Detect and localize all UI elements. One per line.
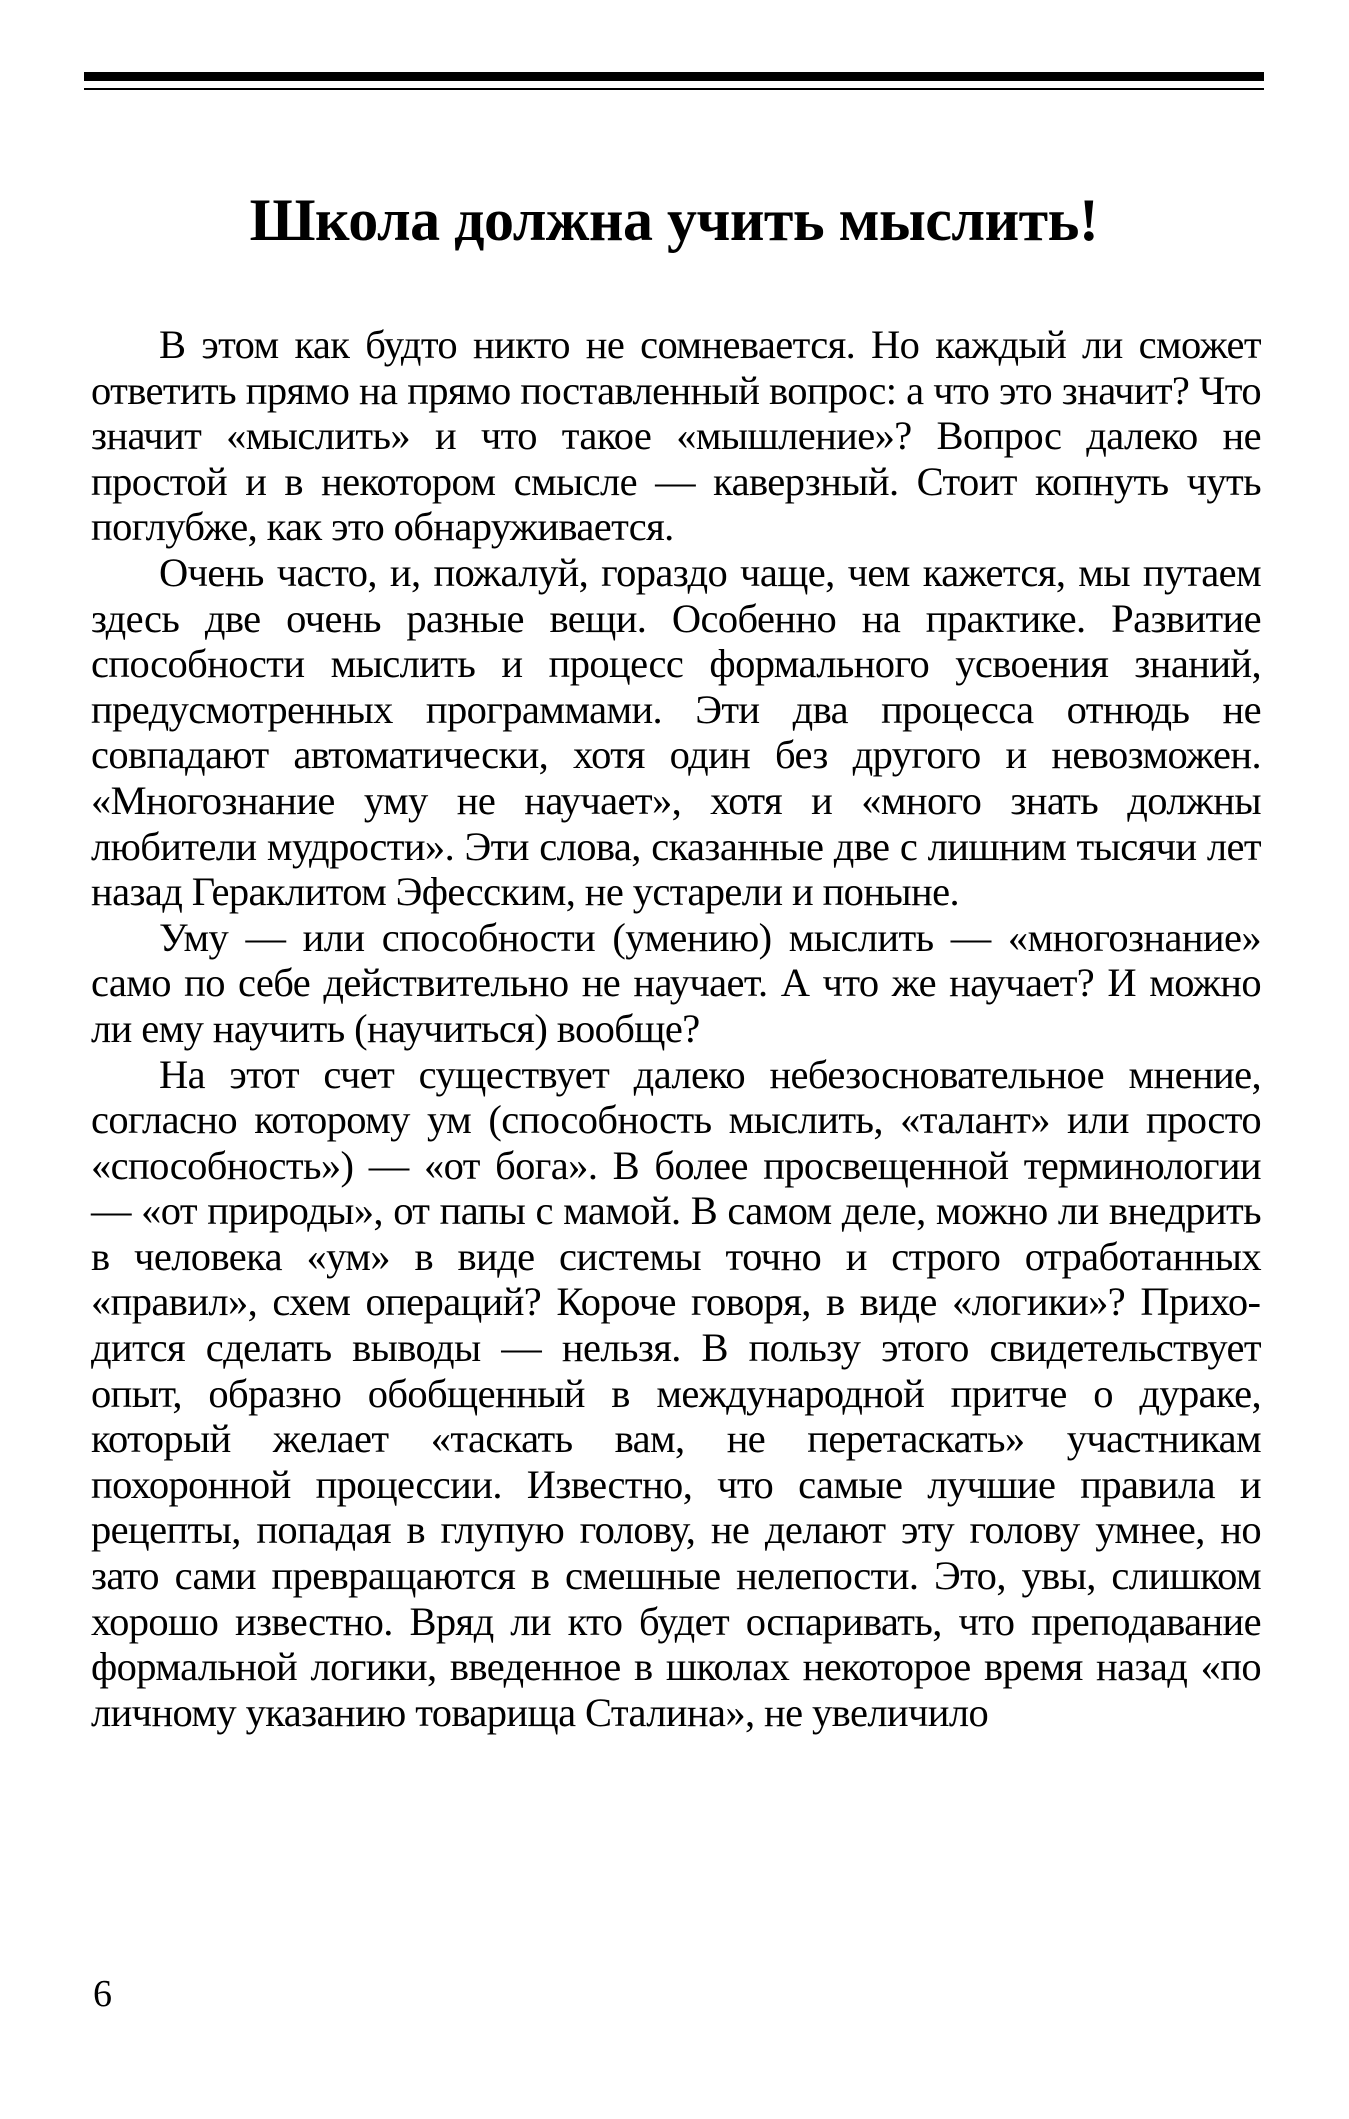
header-rule-thin — [84, 88, 1264, 90]
header-rule-thick — [84, 72, 1264, 81]
paragraph: Очень часто, и, пожалуй, гораздо чаще, чем кажется, мы путаем здесь две очень разные вещи. Особенно на практике. Развитие способности мыслить и процесс формального усвоения знаний, предусмотренных программами. Эти два процесса отнюдь не совпадают автоматически, хотя один без другого и невозможен. «Многознание уму не научает», хотя и «много знать должны любители мудрости». Эти слова, сказанные две с лишним тысячи лет назад Гераклитом Эфесским, не устарели и поныне. — [91, 549, 1261, 915]
paragraph: В этом как будто никто не сомневается. Но каждый ли сможет ответить прямо на прямо поставленный вопрос: а что это значит? Что значит «мыслить» и что такое «мышление»? Вопрос далеко не простой и в некотором смысле — каверзный. Стоит копнуть чуть поглубже, как это обнаруживается. — [91, 322, 1261, 550]
chapter-title: Школа должна учить мыслить! — [249, 187, 1099, 253]
page-number: 6 — [93, 1973, 112, 2015]
paragraph: Уму — или способности (умению) мыслить — «многознание» само по себе действительно не научает. А что же научает? И можно ли ему научить (научиться) вообще? — [91, 914, 1261, 1051]
paragraph: На этот счет существует далеко небезосновательное мнение, согласно которому ум (способность мыслить, «талант» или просто «способность») — «от бога». В более просвещенной терминологии — «от природы», от папы с мамой. В самом деле, можно ли внедрить в человека «ум» в виде системы точно и строго отработанных «правил», схем операций? Короче говоря, в виде «логики»? Приходится сделать выводы — нельзя. В пользу этого свидетельствует опыт, образно обобщенный в международной притче о дураке, который желает «таскать вам, не перетаскать» участникам похоронной процессии. Известно, что самые лучшие правила и рецепты, попадая в глупую голову, не делают эту голову умнее, но зато сами превращаются в смешные нелепости. Это, увы, слишком хорошо известно. Вряд ли кто будет оспаривать, что преподавание формальной логики, введенное в школах некоторое время назад «по личному указанию товарища Сталина», не увеличило — [91, 1051, 1261, 1735]
body-text — [91, 322, 1261, 1735]
